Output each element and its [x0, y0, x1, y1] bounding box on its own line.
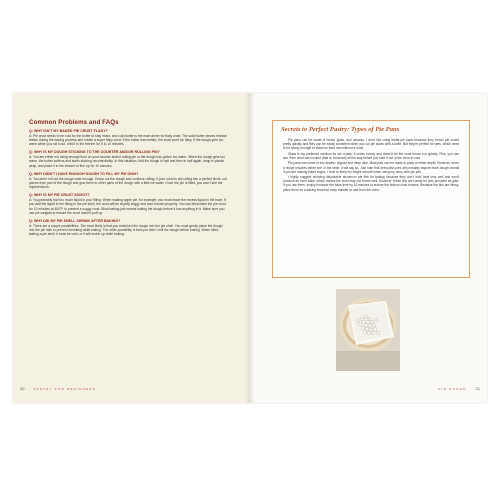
page-number: 20: [20, 386, 25, 391]
left-page: [13, 93, 250, 403]
faq-question: Q: WHY DIDN'T I HAVE ENOUGH DOUGH TO FILL MY PIE DISH?: [29, 171, 139, 176]
faq-item: [29, 193, 227, 215]
sidebar-paragraph: Glass is my preferred medium for pie crusts. It cooks evenly and doesn't let the crust brown too quickly. Plus, you can see if the crust has cooked (that is, browned) all the way before you take it out of the oven to cool.: [283, 151, 459, 160]
right-folio: [438, 386, 480, 391]
book-spread: [13, 93, 487, 403]
faq-item: [29, 219, 227, 236]
faq-list: [29, 129, 227, 241]
faq-item: [29, 172, 227, 189]
running-head: PIE DOUGH: [438, 386, 467, 391]
faq-answer: A: You probably had too much liquid in your filling. When making apple pie, for example, you must leave the excess liquid in the bowl. If you add the liquid to the filling in the pie shell, the crust will be slightly soggy and won't brown properly. You can blind-bake the pie crust for 10 minutes at 400°F to prevent a soggy crust. Blind-baking just means baking the dough before it has anything in it. Make sure you use pie weights to ensure the crust doesn't puff up.: [29, 198, 226, 215]
faq-answer: A: You didn't roll out the dough wide enough. Dump out the dough and continue rolling. If your crust is not rolling into a perfect circle, cut pieces from part of the dough and glue them to other parts of the dough with a little ice water. Once the pie is filled, you won't see the imperfections.: [29, 176, 227, 190]
faq-answer: A: There are a couple possibilities. The most likely is that you stretched the dough into the pie shell. You must gently place the dough into the pie dish to prevent shrinking while baking. The other possibility is that you didn't chill the dough before baking. When blind-baking a pie shell, it must be cold, or it will shrink up while baking.: [29, 223, 223, 237]
page-number: 21: [475, 386, 480, 391]
running-head: PASTRY FOR BEGINNERS: [33, 386, 96, 391]
faq-question: Q: WHY IS MY DOUGH STICKING TO THE COUNTER AND/OR ROLLING PIN?: [29, 150, 160, 155]
section-title: Common Problems and FAQs: [29, 119, 119, 126]
faq-question: Q: WHY DID MY PIE SHELL SHRINK AFTER BAKING?: [29, 219, 121, 224]
sidebar-paragraph: Pie pans can come in two depths: regular and deep dish. Most pies can be made in pans of either depth. However, when a recipe requires either one or the other, it will say so. Just note that deep-dish pies will probably require more dough overall if you are making fluted edges. I tend to keep my edges smooth when using my deep-dish pie pan.: [283, 161, 459, 174]
faq-question: Q: WHY IS MY PIE CRUST SOGGY?: [29, 193, 90, 198]
sidebar-paragraph: I highly suggest avoiding disposable aluminum pie tins for baking because they don't hold heat very well and won't produce an even bake, which means the crust may not brown well. However, these tins are handy for pies provided as gifts. If you use them, simply increase the bake time by 10 minutes to ensure the bottom crust browns. Because the tins are flimsy, place them on a baking sheet for easy transfer to and from the oven.: [283, 175, 459, 192]
book-gutter: [245, 93, 255, 403]
pie-weights-illustration: [336, 289, 400, 371]
sidebar-box: [272, 120, 470, 278]
faq-answer: A: You are either not using enough flour on your counter and/or rolling pin or the dough has gotten too warm. When the dough gets too warm, the butter softens and starts sticking uncontrollably. In this situation, fold the dough in half and then in half again, wrap in plastic wrap, and place it in the freezer to firm up for 10 minutes.: [29, 155, 225, 168]
faq-answer: A: Pie crust needs to be cool for the butter to stay intact, and cold butter is the main driver for flaky crust. The solid butter pieces release steam during the baking process and create a super flaky crust. If the butter has melted, the crust won't be flaky. If the dough gets too warm while you roll it out, chill it in the freezer for 5 to 10 minutes.: [29, 133, 227, 147]
right-page: [250, 93, 487, 403]
faq-question: Q: WHY ISN'T MY BAKED PIE CRUST FLAKY?: [29, 129, 108, 133]
pie-weights-photo: [336, 289, 400, 371]
sidebar-paragraph: Pie pans can be made of metal, glass, and ceramic. I don't like using metal pie pans because they brown pie crusts pretty quickly and they can be easily scratched when you cut pie slices with a knife. But they're perfect for tarts, which need to be sturdy enough to stand on their own without a mold.: [283, 138, 459, 151]
faq-item: [29, 150, 227, 167]
sidebar-body: [283, 138, 459, 193]
sidebar-title: Secrets to Perfect Pastry: Types of Pie Pans: [281, 126, 400, 133]
faq-item: [29, 129, 227, 146]
left-folio: [20, 386, 96, 391]
